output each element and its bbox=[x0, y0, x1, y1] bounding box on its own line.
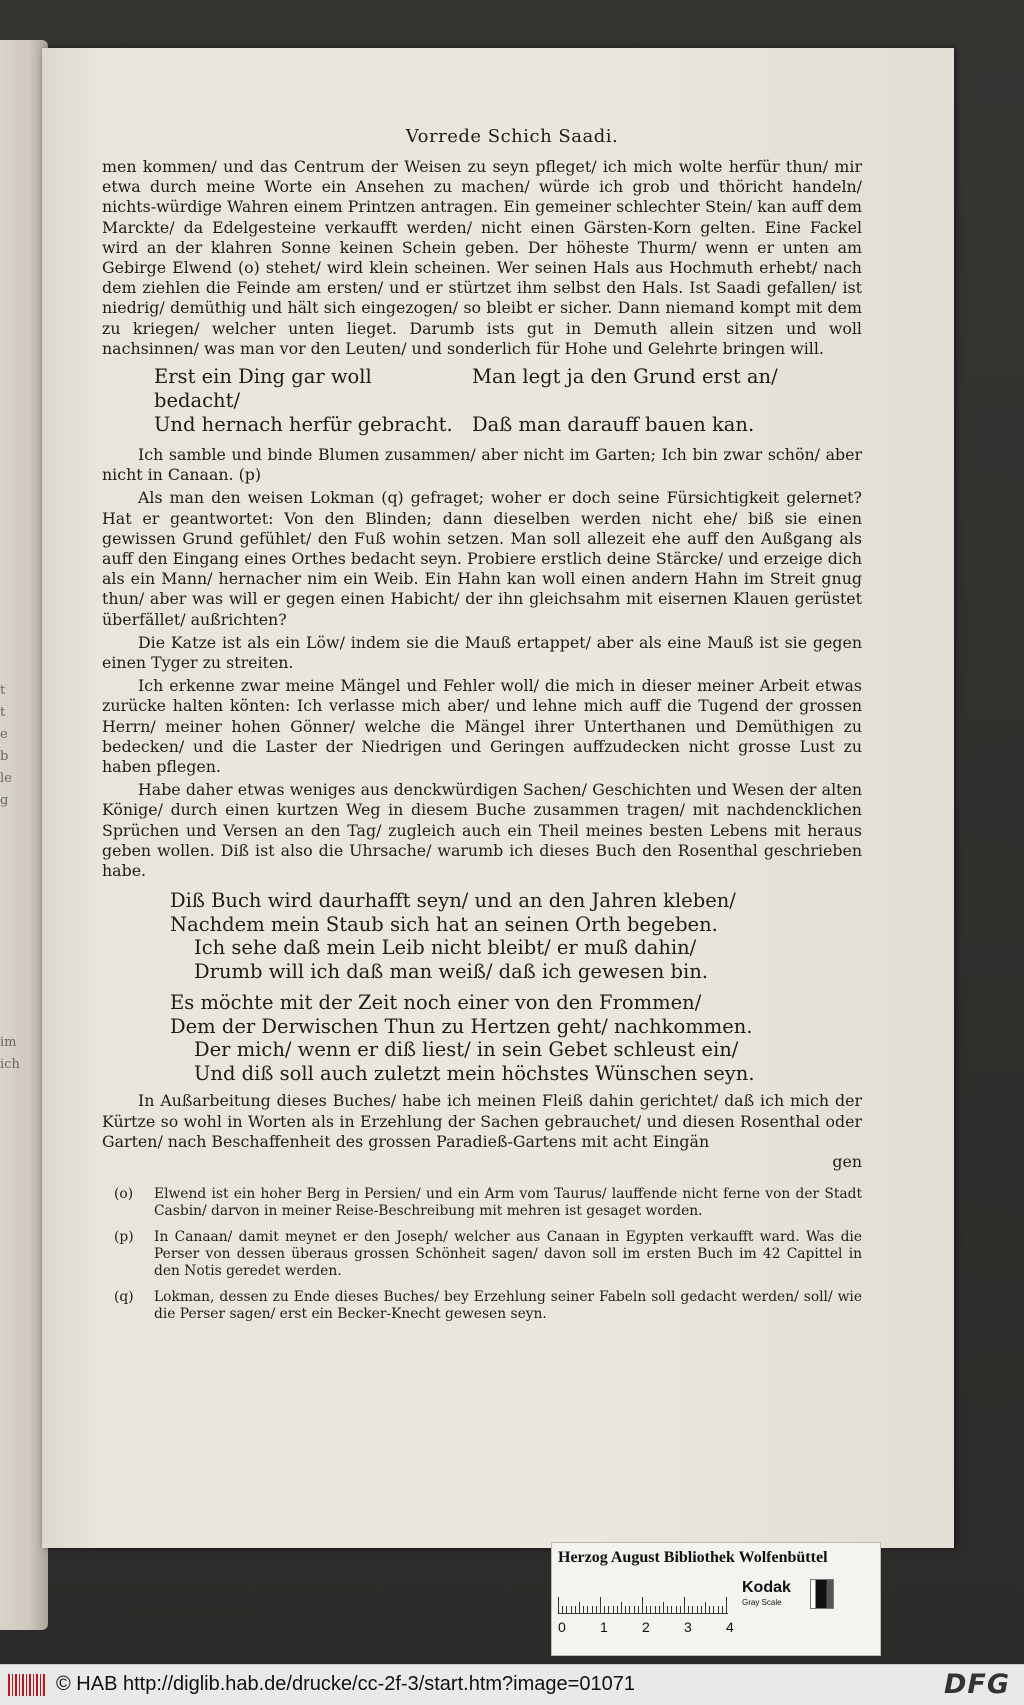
ruler-tick bbox=[688, 1606, 689, 1613]
ruler-tick bbox=[617, 1606, 618, 1613]
footer-bar bbox=[0, 1664, 1024, 1705]
left-fragment: g bbox=[0, 793, 9, 808]
page-content bbox=[102, 126, 862, 1332]
footnote-mark: (p) bbox=[114, 1228, 134, 1245]
ruler-tick bbox=[596, 1606, 597, 1613]
barcode-icon bbox=[8, 1674, 46, 1696]
verse-line: Erst ein Ding gar woll bedacht/ bbox=[154, 365, 372, 413]
dfg-logo: DFG bbox=[943, 1669, 1010, 1700]
ruler-tick bbox=[659, 1606, 660, 1613]
footnote bbox=[102, 1289, 862, 1323]
verse-line: Nachdem mein Staub sich hat an seinen Orth begeben. bbox=[170, 912, 718, 936]
paragraph-2: Ich samble und binde Blumen zusammen/ aber nicht im Garten; Ich bin zwar schön/ aber nicht in Canaan. (p) bbox=[102, 445, 862, 485]
ruler-tick bbox=[684, 1597, 685, 1613]
footnote-mark: (o) bbox=[114, 1185, 134, 1202]
ruler-tick bbox=[697, 1606, 698, 1613]
footnote bbox=[102, 1229, 862, 1280]
ruler-tick bbox=[575, 1606, 576, 1613]
ruler-number: 4 bbox=[726, 1619, 734, 1635]
ruler-tick bbox=[600, 1597, 601, 1613]
paragraph-6: Habe daher etwas weniges aus denckwürdigen Sachen/ Geschichten und Wesen der alten Könige/ durch einen kurtzen Weg in diesem Buche zusammen tragen/ mit nachdencklichen Sprüchen und Versen an den Tag/ zugleich auch ein Theil meines besten Lebens mit heraus geben wollen. Diß ist also die Uhrsache/ warumb ich dieses Buch den Rosenthal geschrieben habe. bbox=[102, 780, 862, 881]
verse-line: Und hernach herfür gebracht. bbox=[154, 413, 453, 437]
ruler-tick bbox=[671, 1606, 672, 1613]
ruler-tick bbox=[692, 1606, 693, 1613]
paragraph-5: Ich erkenne zwar meine Mängel und Fehler woll/ die mich in dieser meiner Arbeit etwas zurücke halten könten: Ich verlasse mich aber/ und lehne mich auff die Tugend der grossen Herrn/ meiner hohen Gönner/ welche die Mängel ihrer Unterthanen und Demüthigen zu bedecken/ und die Laster der Niedrigen und Geringen auffzudecken nicht grosse Lust zu haben pflegen. bbox=[102, 676, 862, 777]
running-head: Vorrede Schich Saadi. bbox=[405, 126, 619, 147]
ruler-tick bbox=[566, 1606, 567, 1613]
scale-ruler bbox=[558, 1579, 728, 1614]
gray-scale-patch bbox=[810, 1579, 834, 1609]
verse-couplet-1 bbox=[154, 365, 862, 437]
ruler-tick bbox=[562, 1606, 563, 1613]
left-fragment: t bbox=[0, 705, 6, 720]
ruler-number: 3 bbox=[684, 1619, 692, 1635]
footnote-text: Lokman, dessen zu Ende dieses Buches/ bey Erzehlung seiner Fabeln soll gedacht werden/ soll/ wie die Perser sagen/ erst ein Becker-Knecht gewesen seyn. bbox=[154, 1288, 862, 1322]
ruler-tick bbox=[663, 1602, 664, 1613]
ruler-tick bbox=[676, 1606, 677, 1613]
verse-stanza-2 bbox=[170, 991, 862, 1085]
ruler-number: 2 bbox=[642, 1619, 650, 1635]
ruler-tick bbox=[646, 1606, 647, 1613]
ruler-tick bbox=[621, 1602, 622, 1613]
ruler-tick bbox=[726, 1597, 727, 1613]
left-page-edge bbox=[0, 40, 48, 1630]
ruler-tick bbox=[701, 1606, 702, 1613]
ruler-tick bbox=[709, 1606, 710, 1613]
verse-line: Es möchte mit der Zeit noch einer von den Frommen/ bbox=[170, 991, 702, 1015]
ruler-tick bbox=[634, 1606, 635, 1613]
ruler-tick bbox=[655, 1606, 656, 1613]
paragraph-4: Die Katze ist als ein Löw/ indem sie die Mauß ertappet/ aber als eine Mauß ist sie gegen einen Tyger zu streiten. bbox=[102, 632, 862, 673]
copyright-link[interactable]: © HAB http://diglib.hab.de/drucke/cc-2f-3/start.htm?image=01071 bbox=[56, 1673, 635, 1695]
left-fragment: le bbox=[0, 771, 12, 786]
verse-stanza-1 bbox=[170, 889, 862, 983]
ruler-tick bbox=[608, 1606, 609, 1613]
ruler-tick bbox=[592, 1606, 593, 1613]
ruler-tick bbox=[642, 1597, 643, 1613]
catchword: gen bbox=[832, 1151, 862, 1171]
footnote-mark: (q) bbox=[114, 1288, 134, 1305]
ruler-tick bbox=[558, 1597, 559, 1613]
footnote-text: In Canaan/ damit meynet er den Joseph/ welcher aus Canaan in Egypten verkaufft ward. Was die Perser von dessen überaus grossen Schönheit sagen/ davon soll im ersten Buch im 42 Capittel in den Notis geredet werden. bbox=[154, 1228, 862, 1279]
footnote-text: Elwend ist ein hoher Berg in Persien/ und ein Arm vom Taurus/ lauffende nicht ferne von der Stadt Casbin/ darvon in meiner Reise-Beschreibung mit mehren ist gesaget worden. bbox=[154, 1185, 862, 1219]
ruler-tick bbox=[604, 1606, 605, 1613]
ruler-tick bbox=[650, 1606, 651, 1613]
ruler-tick bbox=[722, 1606, 723, 1613]
book-page bbox=[42, 48, 954, 1548]
left-fragment: ich bbox=[0, 1057, 20, 1072]
ruler-tick bbox=[680, 1606, 681, 1613]
ruler-tick bbox=[713, 1606, 714, 1613]
verse-line: Der mich/ wenn er diß liest/ in sein Gebet schleust ein/ bbox=[194, 1038, 739, 1062]
footnotes bbox=[102, 1186, 862, 1323]
ruler-number: 1 bbox=[600, 1619, 608, 1635]
left-fragment: t bbox=[0, 683, 6, 698]
ruler-tick bbox=[629, 1606, 630, 1613]
verse-line: Man legt ja den Grund erst an/ bbox=[472, 365, 778, 389]
left-page-fragments bbox=[0, 680, 20, 1076]
ruler-number: 0 bbox=[558, 1619, 566, 1635]
verse-line: Diß Buch wird daurhafft seyn/ und an den Jahren kleben/ bbox=[170, 889, 736, 913]
ruler-tick bbox=[718, 1606, 719, 1613]
paragraph-7: In Außarbeitung dieses Buches/ habe ich meinen Fleiß dahin gerichtet/ daß ich mich der Kürtze so wohl in Worten als in Erzehlung der Sachen gebrauchet/ und diesen Rosenthal oder Garten/ nach Beschaffenheit des grossen Paradieß-Gartens mit acht Eingän bbox=[102, 1091, 862, 1151]
ruler-tick bbox=[667, 1606, 668, 1613]
target-title: Herzog August Bibliothek Wolfenbüttel bbox=[558, 1549, 828, 1566]
verse-line: Dem der Derwischen Thun zu Hertzen geht/ nachkommen. bbox=[170, 1014, 753, 1038]
ruler-tick bbox=[587, 1606, 588, 1613]
verse-line: Daß man darauff bauen kan. bbox=[472, 413, 755, 437]
ruler-tick bbox=[625, 1606, 626, 1613]
ruler-tick bbox=[571, 1606, 572, 1613]
left-fragment: im bbox=[0, 1035, 17, 1050]
color-target-card bbox=[551, 1542, 881, 1656]
verse-line: Ich sehe daß mein Leib nicht bleibt/ er muß dahin/ bbox=[194, 936, 697, 960]
kodak-subtitle: Gray Scale bbox=[742, 1598, 782, 1607]
verse-line: Und diß soll auch zuletzt mein höchstes Wünschen seyn. bbox=[194, 1061, 755, 1085]
left-fragment: e bbox=[0, 727, 8, 742]
ruler-tick bbox=[613, 1606, 614, 1613]
verse-line: Drumb will ich daß man weiß/ daß ich gewesen bin. bbox=[194, 959, 708, 983]
ruler-tick bbox=[638, 1606, 639, 1613]
ruler-tick bbox=[705, 1602, 706, 1613]
paragraph-3: Als man den weisen Lokman (q) gefraget; woher er doch seine Fürsichtigkeit gelernet? Hat er geantwortet: Von den Blinden; dann dieselben werden nicht ehe/ biß sie einen gewissen Grund gefühlet/ den Fuß wohin setzen. Man soll allezeit ehe auff den Außgang als auff den Eingang eines Orthes bedacht seyn. Probiere erstlich deine Stärcke/ und erzeige dich als ein Mann/ hernacher nim ein Weib. Ein Hahn kan woll einen andern Hahn im Streit gnug thun/ aber was will er gegen einen Habicht/ der ihn gleichsahm mit eisernen Klauen gerüstet überfället/ außrichten? bbox=[102, 488, 862, 629]
kodak-logo: Kodak bbox=[742, 1579, 791, 1596]
left-fragment: b bbox=[0, 749, 9, 764]
ruler-tick bbox=[583, 1606, 584, 1613]
ruler-tick bbox=[579, 1602, 580, 1613]
paragraph-1: men kommen/ und das Centrum der Weisen zu seyn pfleget/ ich mich wolte herfür thun/ mir etwa durch meine Worte ein Ansehen zu machen/ würde ich grob und thöricht handeln/ nichts-würdige Wahren einem Printzen antragen. Ein gemeiner schlechter Stein/ kan auff dem Marckte/ da Edelgesteine verkaufft werden/ nicht einen Gärsten-Korn gelten. Eine Fackel wird an der klahren Sonne keinen Schein geben. Der höheste Thurm/ wenn er unten am Gebirge Elwend (o) stehet/ wird klein scheinen. Wer seinen Hals aus Hochmuth erhebt/ nach dem ziehlen die Feinde am ersten/ und er stürtzet ihm selbst den Hals. Ist Saadi gefallen/ ist niedrig/ demüthig und hält sich eingezogen/ so bleibt er sicher. Dann niemand kompt mit dem zu kriegen/ welcher unten lieget. Darumb ists gut in Demuth allein sitzen und woll nachsinnen/ was man vor den Leuten/ und sonderlich für Hohe und Gelehrte bringen will. bbox=[102, 157, 862, 358]
footnote bbox=[102, 1186, 862, 1220]
